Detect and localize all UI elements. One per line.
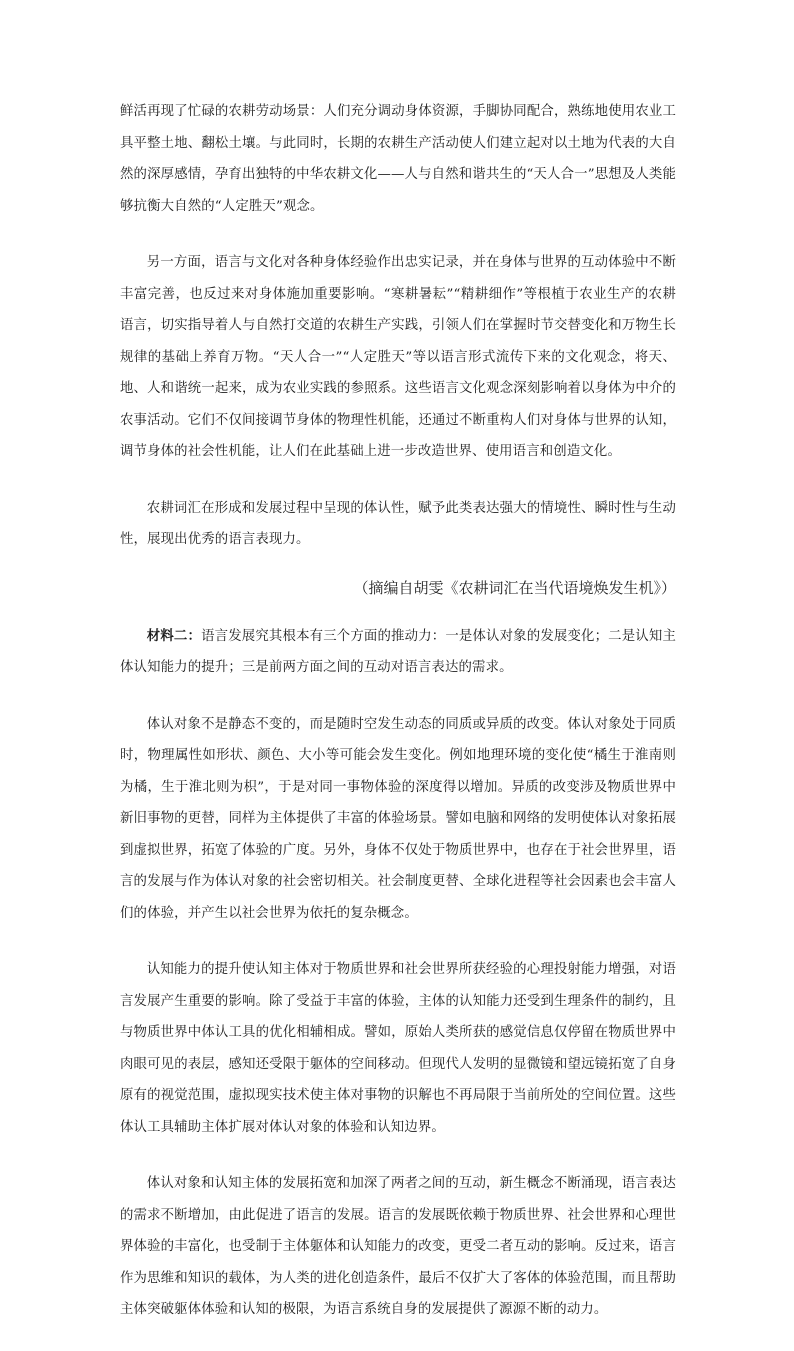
document-page <box>120 96 676 1351</box>
paragraph-3: 农耕词汇在形成和发展过程中呈现的体认性，赋予此类表达强大的情境性、瞬时性与生动性，展现出优秀的语言表现力。 <box>120 500 676 547</box>
material2-paragraph-1: 体认对象不是静态不变的，而是随时空发生动态的同质或异质的改变。体认对象处于同质时，物理属性如形状、颜色、大小等可能会发生变化。例如地理环境的变化使“橘生于淮南则为橘，生于淮北则为枳”，于是对同一事物体验的深度得以增加。异质的改变涉及物质世界中新旧事物的更替，同样为主体提供了丰富的体验场景。譬如电脑和网络的发明使体认对象拓展到虚拟世界，拓宽了体验的广度。另外，身体不仅处于物质世界中，也存在于社会世界里，语言的发展与作为体认对象的社会密切相关。社会制度更替、全球化进程等社会因素也会丰富人们的体验，并产生以社会世界为依托的复杂概念。 <box>120 716 676 921</box>
material2-intro <box>120 621 676 684</box>
material2-intro-text: 语言发展究其根本有三个方面的推动力：一是体认对象的发展变化；二是认知主体认知能力的提升；三是前两方面之间的互动对语言表达的需求。 <box>120 628 676 675</box>
source-citation: （摘编自胡雯《农耕词汇在当代语境焕发生机》） <box>353 578 676 597</box>
paragraph-2: 另一方面，语言与文化对各种身体经验作出忠实记录，并在身体与世界的互动体验中不断丰富完善，也反过来对身体施加重要影响。“寒耕暑耘”“精耕细作”等根植于农业生产的农耕语言，切实指导着人与自然打交道的农耕生产实践，引领人们在掌握时节交替变化和万物生长规律的基础上养育万物。“天人合一”“人定胜天”等以语言形式流传下来的文化观念，将天、地、人和谐统一起来，成为农业实践的参照系。这些语言文化观念深刻影响着以身体为中介的农事活动。它们不仅间接调节身体的物理性机能，还通过不断重构人们对身体与世界的认知，调节身体的社会性机能，让人们在此基础上进一步改造世界、使用语言和创造文化。 <box>120 255 676 459</box>
material2-paragraph-3: 体认对象和认知主体的发展拓宽和加深了两者之间的互动，新生概念不断涌现，语言表达的需求不断增加，由此促进了语言的发展。语言的发展既依赖于物质世界、社会世界和心理世界体验的丰富化，也受制于主体躯体和认知能力的改变，更受二者互动的影响。反过来，语言作为思维和知识的载体，为人类的进化创造条件，最后不仅扩大了客体的体验范围，而且帮助主体突破躯体体验和认知的极限，为语言系统自身的发展提供了源源不断的动力。 <box>120 1176 676 1317</box>
paragraph-1: 鲜活再现了忙碌的农耕劳动场景：人们充分调动身体资源，手脚协同配合，熟练地使用农业工具平整土地、翻松土壤。与此同时，长期的农耕生产活动使人们建立起对以土地为代表的大自然的深厚感情，孕育出独特的中华农耕文化——人与自然和谐共生的“天人合一”思想及人类能够抗衡大自然的“人定胜天”观念。 <box>120 104 676 214</box>
material2-label: 材料二： <box>146 627 202 644</box>
material2-paragraph-2: 认知能力的提升使认知主体对于物质世界和社会世界所获经验的心理投射能力增强，对语言发展产生重要的影响。除了受益于丰富的体验，主体的认知能力还受到生理条件的制约，且与物质世界中体认工具的优化相辅相成。譬如，原始人类所获的感觉信息仅停留在物质世界中肉眼可见的表层，感知还受限于躯体的空间移动。但现代人发明的显微镜和望远镜拓宽了自身原有的视觉范围，虚拟现实技术使主体对事物的识解也不再局限于当前所处的空间位置。这些体认工具辅助主体扩展对体认对象的体验和认知边界。 <box>120 962 676 1135</box>
